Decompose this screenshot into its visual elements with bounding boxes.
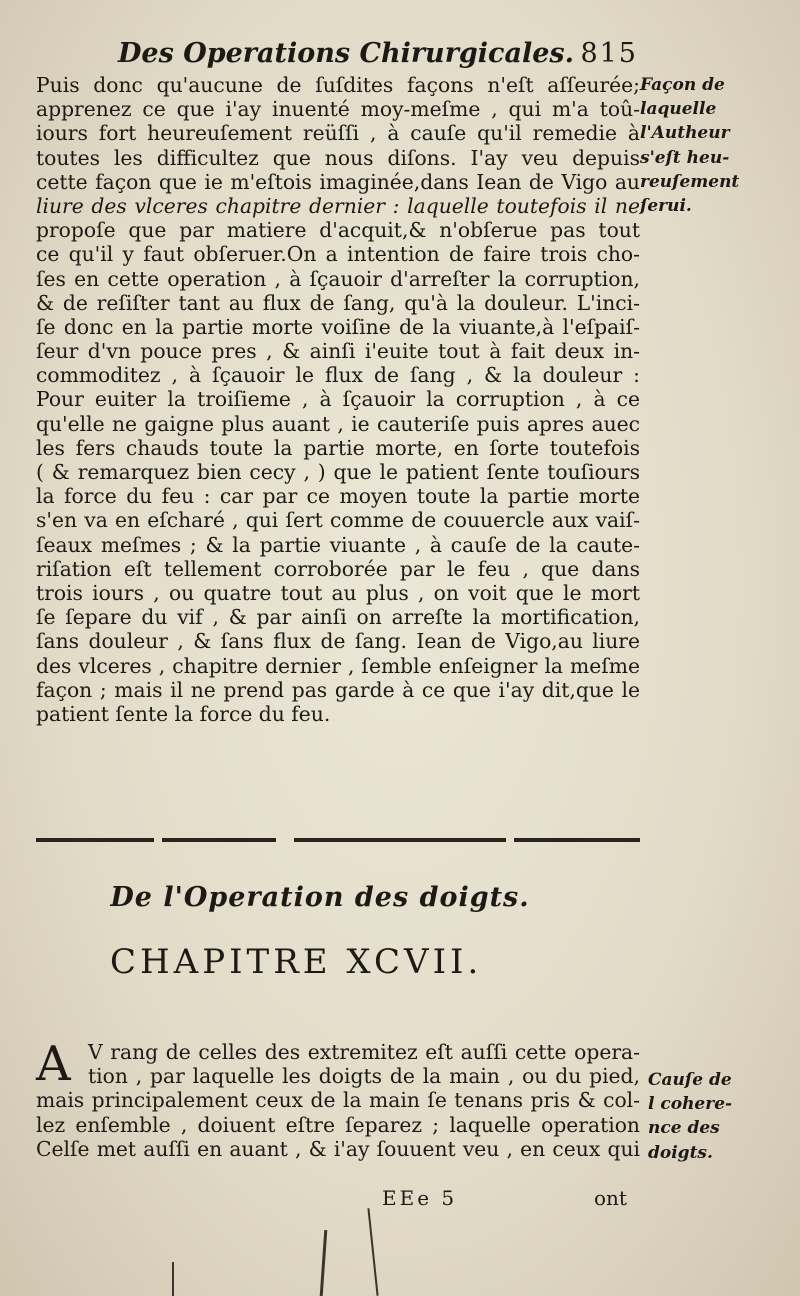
text-line: Celſe met auſſi en auant , & i'ay ſouuent veu , en ceux qui: [36, 1136, 640, 1161]
text-line: V rang de celles des extremitez eſt auſſi cette opera-: [88, 1040, 640, 1064]
ink-stroke: [320, 1230, 328, 1296]
margin-note-line: l cohere-: [648, 1094, 733, 1115]
margin-note-line: Cauſe de: [648, 1070, 732, 1090]
text-line: ce qu'il y faut obſeruer.On a intention de faire trois cho-: [36, 242, 640, 267]
chapter-paragraph: [36, 1036, 640, 1161]
drop-cap: A: [36, 1036, 71, 1092]
chapter-subtitle: De l'Operation des doigts.: [110, 882, 530, 913]
chapter-title: CHAPITRE XCVII.: [110, 942, 483, 982]
text-line: Puis donc qu'aucune de ſuſdites façons n'eſt aſſeurée;: [36, 73, 640, 97]
text-line: Pour euiter la troiſieme , à ſçauoir la corruption , à ce: [36, 387, 640, 412]
text-line: des vlceres , chapitre dernier , ſemble enſeigner la meſme: [36, 653, 640, 678]
text-line: ( & remarquez bien cecy , ) que le patient ſente touſiours: [36, 460, 640, 484]
main-paragraph: [36, 73, 640, 726]
margin-note-line: s'eſt heu-: [640, 147, 730, 168]
text-line: ſeur d'vn pouce pres , & ainſi i'euite tout à fait deux in-: [36, 339, 640, 364]
text-line: patient ſente la force du feu.: [36, 701, 331, 726]
text-line: propoſe que par matiere d'acquit,& n'obſerue pas tout: [36, 218, 640, 243]
text-line: mais principalement ceux de la main ſe tenans pris & col-: [36, 1088, 640, 1113]
text-line: & de reſiſter tant au flux de ſang, qu'à la douleur. L'inci-: [36, 290, 640, 315]
text-line: qu'elle ne gaigne plus auant , ie cauteriſe puis apres auec: [36, 411, 640, 436]
margin-note-line: Façon de: [640, 75, 725, 95]
text-line: s'en va en eſcharé , qui ſert comme de couuercle aux vaiſ-: [36, 508, 640, 533]
margin-note: [648, 1068, 788, 1165]
text-line: commoditez , à ſçauoir le flux de ſang , & la douleur :: [36, 363, 640, 388]
text-line: ſe ſepare du vif , & par ainſi on arreſte la mortification,: [36, 605, 640, 630]
text-line: toutes les difficultez que nous diſons. I'ay veu depuis: [36, 145, 640, 170]
margin-note-line: ſerui.: [640, 196, 692, 217]
running-title: Des Operations Chirurgicales.: [118, 38, 575, 69]
text-line: trois iours , ou quatre tout au plus , on voit que le mort: [36, 580, 640, 605]
text-line: façon ; mais il ne prend pas garde à ce que i'ay dit,que le: [36, 677, 640, 702]
text-line: riſation eſt tellement corroborée par le feu , que dans: [36, 556, 640, 581]
text-line: apprenez ce que i'ay inuenté moy-meſme , qui m'a toû-: [36, 97, 640, 122]
signature-mark: EEe 5: [382, 1186, 458, 1210]
margin-note: [640, 73, 790, 218]
text-line: la force du feu : car par ce moyen toute la partie morte: [36, 484, 640, 509]
margin-note-line: laquelle: [640, 99, 717, 120]
text-line: ſe donc en la partie morte voiſine de la viuante,à l'eſpaiſ-: [36, 314, 640, 339]
text-line: iours fort heureuſement reüſſi , à cauſe qu'il remedie à: [36, 121, 640, 146]
margin-note-line: nce des: [648, 1118, 720, 1139]
text-line: ſans douleur , & ſans flux de ſang. Iean de Vigo,au liure: [36, 629, 640, 654]
text-line: les fers chauds toute la partie morte, en ſorte toutefois: [36, 435, 640, 460]
page-number: 815: [580, 38, 638, 69]
section-divider: [36, 838, 640, 842]
ink-stroke: [172, 1262, 174, 1296]
ink-stroke: [367, 1208, 378, 1296]
margin-note-line: doigts.: [648, 1142, 713, 1163]
text-line: cette façon que ie m'eſtois imaginée,dans Iean de Vigo au: [36, 169, 640, 194]
margin-note-line: l'Autheur: [640, 123, 730, 144]
catchword: ont: [594, 1186, 627, 1210]
text-line: lez enſemble , doiuent eſtre ſeparez ; laquelle operation: [36, 1112, 640, 1137]
text-line: ſeaux meſmes ; & la partie viuante , à cauſe de la caute-: [36, 532, 640, 557]
margin-note-line: reuſement: [640, 171, 740, 192]
text-line: tion , par laquelle les doigts de la main , ou du pied,: [88, 1064, 640, 1089]
text-line: liure des vlceres chapitre dernier : laquelle toutefois il ne: [36, 193, 640, 218]
text-line: ſes en cette operation , à ſçauoir d'arreſter la corruption,: [36, 266, 640, 291]
